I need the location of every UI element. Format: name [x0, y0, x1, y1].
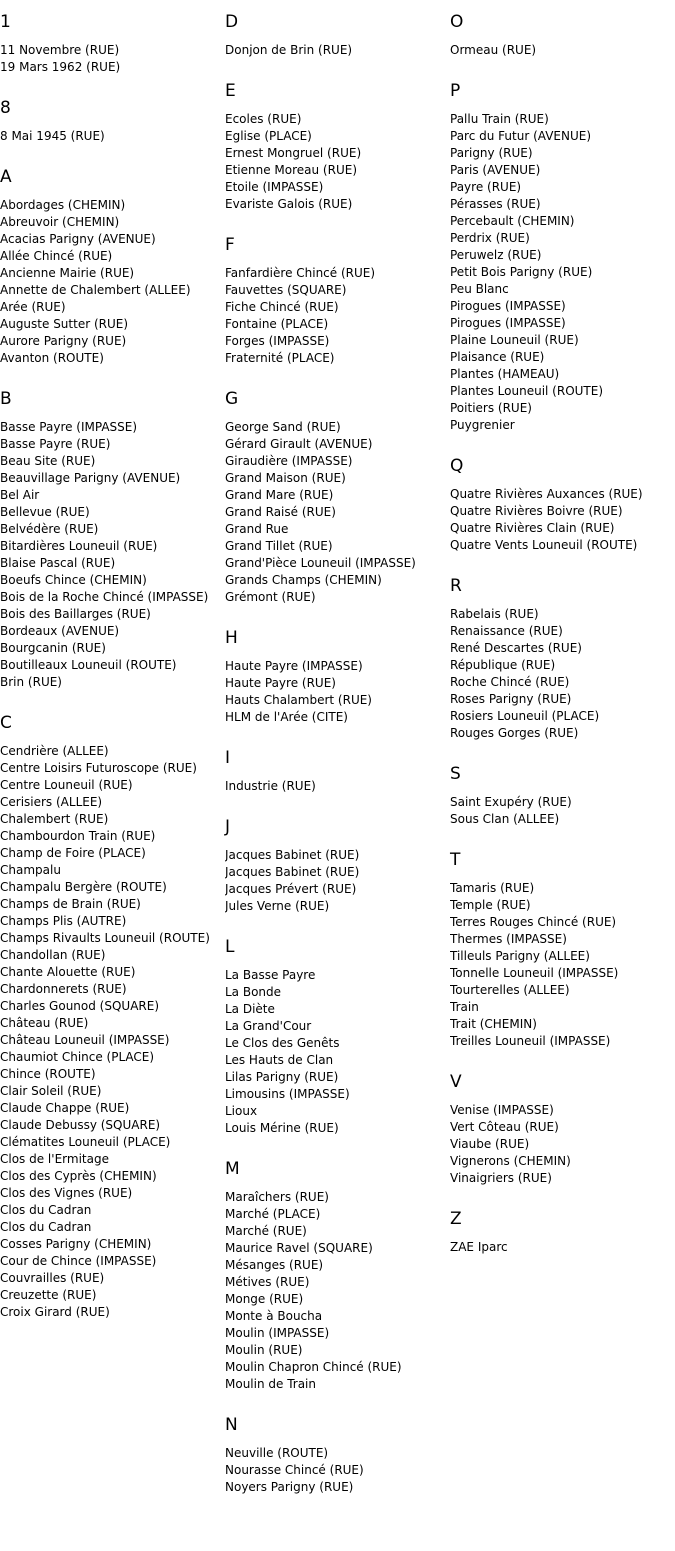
street-entry: Fiche Chincé (RUE)	[225, 300, 339, 314]
street-list	[225, 847, 447, 915]
street-entry: La Diète	[225, 1002, 275, 1016]
street-entry: Quatre Rivières Boivre (RUE)	[450, 504, 623, 518]
street-entry: Champs Plis (AUTRE)	[0, 914, 127, 928]
street-entry: Plaine Louneuil (RUE)	[450, 333, 579, 347]
street-entry: Thermes (IMPASSE)	[450, 932, 567, 946]
street-entry: La Bonde	[225, 985, 282, 999]
street-entry: Basse Payre (RUE)	[0, 437, 111, 451]
street-list	[450, 794, 675, 828]
street-entry: Pirogues (IMPASSE)	[450, 316, 566, 330]
street-entry: Grand Rue	[225, 522, 289, 536]
street-entry: Acacias Parigny (AVENUE)	[0, 232, 156, 246]
letter-section	[225, 1415, 447, 1496]
letter-heading: N	[225, 1415, 238, 1435]
street-entry: Ancienne Mairie (RUE)	[0, 266, 135, 280]
street-list	[0, 42, 222, 76]
street-entry: Louis Mérine (RUE)	[225, 1121, 339, 1135]
street-entry: Giraudière (IMPASSE)	[225, 454, 353, 468]
street-entry: Croix Girard (RUE)	[0, 1305, 110, 1319]
letter-section	[450, 1209, 675, 1256]
street-entry: HLM de l'Arée (CITE)	[225, 710, 348, 724]
street-list	[225, 778, 447, 795]
street-list	[225, 42, 447, 59]
street-entry: Plantes (HAMEAU)	[450, 367, 560, 381]
street-entry: Fauvettes (SQUARE)	[225, 283, 347, 297]
street-entry: Couvrailles (RUE)	[0, 1271, 105, 1285]
street-entry: Ormeau (RUE)	[450, 43, 537, 57]
street-entry: Pirogues (IMPASSE)	[450, 299, 566, 313]
street-entry: Treilles Louneuil (IMPASSE)	[450, 1034, 611, 1048]
street-entry: Jacques Babinet (RUE)	[225, 865, 360, 879]
letter-heading: M	[225, 1159, 240, 1179]
street-entry: Industrie (RUE)	[225, 779, 316, 793]
letter-heading: J	[225, 817, 231, 837]
street-entry: Terres Rouges Chincé (RUE)	[450, 915, 617, 929]
street-entry: Moulin Chapron Chincé (RUE)	[225, 1360, 402, 1374]
street-entry: Hauts Chalambert (RUE)	[225, 693, 372, 707]
street-list	[0, 743, 222, 1321]
street-entry: Puygrenier	[450, 418, 515, 432]
street-entry: Lilas Parigny (RUE)	[225, 1070, 339, 1084]
street-entry: Lioux	[225, 1104, 258, 1118]
street-entry: Petit Bois Parigny (RUE)	[450, 265, 593, 279]
street-entry: Etienne Moreau (RUE)	[225, 163, 357, 177]
letter-section	[0, 167, 222, 367]
street-entry: Vinaigriers (RUE)	[450, 1171, 552, 1185]
letter-heading: I	[225, 748, 231, 768]
letter-heading: P	[450, 81, 461, 101]
street-entry: Auguste Sutter (RUE)	[0, 317, 129, 331]
street-entry: Peu Blanc	[450, 282, 509, 296]
street-entry: Chaumiot Chince (PLACE)	[0, 1050, 155, 1064]
letter-heading: Q	[450, 456, 464, 476]
letter-section	[225, 81, 447, 213]
letter-section	[0, 98, 222, 145]
street-entry: Beau Site (RUE)	[0, 454, 96, 468]
street-entry: Sous Clan (ALLEE)	[450, 812, 560, 826]
letter-section	[225, 817, 447, 915]
letter-section	[450, 576, 675, 742]
street-entry: Haute Payre (RUE)	[225, 676, 336, 690]
street-entry: Rouges Gorges (RUE)	[450, 726, 579, 740]
street-list	[0, 128, 222, 145]
letter-heading: Z	[450, 1209, 462, 1229]
index-column-3	[450, 0, 675, 1256]
letter-section	[225, 235, 447, 367]
street-entry: Métives (RUE)	[225, 1275, 310, 1289]
street-list	[0, 419, 222, 691]
street-entry: Train	[450, 1000, 479, 1014]
street-entry: Vert Côteau (RUE)	[450, 1120, 559, 1134]
street-entry: Champ de Foire (PLACE)	[0, 846, 146, 860]
street-list	[450, 486, 675, 554]
letter-section	[0, 389, 222, 691]
street-entry: Clos des Vignes (RUE)	[0, 1186, 133, 1200]
street-entry: Abordages (CHEMIN)	[0, 198, 126, 212]
street-entry: Grand Mare (RUE)	[225, 488, 334, 502]
street-entry: Grand Tillet (RUE)	[225, 539, 333, 553]
street-entry: Cerisiers (ALLEE)	[0, 795, 103, 809]
letter-section	[450, 850, 675, 1050]
letter-section	[0, 12, 222, 76]
letter-heading: R	[450, 576, 462, 596]
street-entry: Grand Raisé (RUE)	[225, 505, 336, 519]
street-entry: Champs de Brain (RUE)	[0, 897, 141, 911]
street-entry: Donjon de Brin (RUE)	[225, 43, 353, 57]
street-entry: Chante Alouette (RUE)	[0, 965, 136, 979]
street-entry: Le Clos des Genêts	[225, 1036, 340, 1050]
street-entry: Jacques Babinet (RUE)	[225, 848, 360, 862]
letter-section	[225, 628, 447, 726]
street-entry: Peruwelz (RUE)	[450, 248, 542, 262]
street-entry: Maraîchers (RUE)	[225, 1190, 329, 1204]
letter-heading: E	[225, 81, 236, 101]
letter-section	[225, 1159, 447, 1393]
street-entry: Fontaine (PLACE)	[225, 317, 329, 331]
letter-section	[450, 456, 675, 554]
index-column-1	[0, 0, 222, 1321]
street-entry: Creuzette (RUE)	[0, 1288, 97, 1302]
street-entry: Monte à Boucha	[225, 1309, 323, 1323]
street-entry: Tamaris (RUE)	[450, 881, 535, 895]
street-list	[225, 967, 447, 1137]
letter-heading: G	[225, 389, 239, 409]
street-entry: Poitiers (RUE)	[450, 401, 532, 415]
street-entry: Chince (ROUTE)	[0, 1067, 96, 1081]
street-entry: Centre Louneuil (RUE)	[0, 778, 133, 792]
street-entry: Fanfardière Chincé (RUE)	[225, 266, 376, 280]
street-entry: Claude Chappe (RUE)	[0, 1101, 130, 1115]
street-entry: Clair Soleil (RUE)	[0, 1084, 102, 1098]
street-entry: Quatre Rivières Auxances (RUE)	[450, 487, 643, 501]
street-list	[450, 880, 675, 1050]
street-entry: Arée (RUE)	[0, 300, 66, 314]
street-entry: Bitardières Louneuil (RUE)	[0, 539, 158, 553]
street-entry: La Grand'Cour	[225, 1019, 312, 1033]
street-entry: Château Louneuil (IMPASSE)	[0, 1033, 170, 1047]
letter-heading: D	[225, 12, 239, 32]
street-entry: Haute Payre (IMPASSE)	[225, 659, 363, 673]
street-entry: Basse Payre (IMPASSE)	[0, 420, 138, 434]
street-entry: Champalu Bergère (ROUTE)	[0, 880, 167, 894]
street-entry: Marché (RUE)	[225, 1224, 307, 1238]
street-entry: Allée Chincé (RUE)	[0, 249, 113, 263]
street-entry: Gérard Girault (AVENUE)	[225, 437, 373, 451]
street-entry: Neuville (ROUTE)	[225, 1446, 329, 1460]
letter-section	[225, 389, 447, 606]
street-list	[0, 197, 222, 367]
street-entry: Roche Chincé (RUE)	[450, 675, 570, 689]
street-entry: Etoile (IMPASSE)	[225, 180, 324, 194]
street-entry: Mésanges (RUE)	[225, 1258, 324, 1272]
street-entry: ZAE Iparc	[450, 1240, 508, 1254]
street-entry: Chambourdon Train (RUE)	[0, 829, 156, 843]
street-entry: Parc du Futur (AVENUE)	[450, 129, 592, 143]
street-list	[450, 42, 675, 59]
street-entry: Grémont (RUE)	[225, 590, 316, 604]
street-list	[450, 1102, 675, 1187]
street-entry: Nourasse Chincé (RUE)	[225, 1463, 364, 1477]
street-entry: Moulin de Train	[225, 1377, 316, 1391]
street-entry: Chandollan (RUE)	[0, 948, 106, 962]
street-entry: Clos du Cadran	[0, 1203, 92, 1217]
street-entry: Vignerons (CHEMIN)	[450, 1154, 571, 1168]
letter-heading: H	[225, 628, 238, 648]
street-entry: Noyers Parigny (RUE)	[225, 1480, 354, 1494]
street-entry: Clématites Louneuil (PLACE)	[0, 1135, 171, 1149]
street-entry: Pallu Train (RUE)	[450, 112, 549, 126]
street-entry: Monge (RUE)	[225, 1292, 304, 1306]
letter-section	[450, 81, 675, 434]
street-entry: Tonnelle Louneuil (IMPASSE)	[450, 966, 619, 980]
street-entry: Viaube (RUE)	[450, 1137, 530, 1151]
letter-heading: F	[225, 235, 235, 255]
street-entry: Charles Gounod (SQUARE)	[0, 999, 160, 1013]
street-entry: Beauvillage Parigny (AVENUE)	[0, 471, 181, 485]
street-entry: Clos des Cyprès (CHEMIN)	[0, 1169, 157, 1183]
street-entry: Parigny (RUE)	[450, 146, 533, 160]
street-entry: Belvédère (RUE)	[0, 522, 99, 536]
street-entry: Evariste Galois (RUE)	[225, 197, 353, 211]
street-entry: Chardonnerets (RUE)	[0, 982, 127, 996]
street-entry: Annette de Chalembert (ALLEE)	[0, 283, 191, 297]
street-entry: Clos du Cadran	[0, 1220, 92, 1234]
street-entry: Bel Air	[0, 488, 40, 502]
letter-heading: B	[0, 389, 12, 409]
street-entry: Ernest Mongruel (RUE)	[225, 146, 362, 160]
street-entry: Ecoles (RUE)	[225, 112, 302, 126]
street-entry: Rosiers Louneuil (PLACE)	[450, 709, 600, 723]
letter-section	[225, 937, 447, 1137]
letter-section	[225, 12, 447, 59]
street-list	[225, 1445, 447, 1496]
street-entry: Moulin (IMPASSE)	[225, 1326, 330, 1340]
street-entry: Cosses Parigny (CHEMIN)	[0, 1237, 152, 1251]
street-entry: Paris (AVENUE)	[450, 163, 541, 177]
street-entry: Eglise (PLACE)	[225, 129, 312, 143]
street-entry: Claude Debussy (SQUARE)	[0, 1118, 161, 1132]
street-entry: Rabelais (RUE)	[450, 607, 539, 621]
street-entry: Château (RUE)	[0, 1016, 89, 1030]
street-entry: Pérasses (RUE)	[450, 197, 541, 211]
street-entry: Tourterelles (ALLEE)	[450, 983, 570, 997]
street-entry: Grand'Pièce Louneuil (IMPASSE)	[225, 556, 416, 570]
street-entry: Clos de l'Ermitage	[0, 1152, 109, 1166]
letter-heading: V	[450, 1072, 462, 1092]
street-entry: Renaissance (RUE)	[450, 624, 563, 638]
letter-section	[450, 12, 675, 59]
street-entry: Centre Loisirs Futuroscope (RUE)	[0, 761, 197, 775]
street-entry: Boutilleaux Louneuil (ROUTE)	[0, 658, 177, 672]
street-entry: Champalu	[0, 863, 61, 877]
street-entry: Payre (RUE)	[450, 180, 522, 194]
street-entry: Marché (PLACE)	[225, 1207, 321, 1221]
street-entry: Bellevue (RUE)	[0, 505, 90, 519]
letter-section	[450, 764, 675, 828]
street-entry: Bois des Baillarges (RUE)	[0, 607, 151, 621]
street-entry: Trait (CHEMIN)	[450, 1017, 537, 1031]
letter-heading: S	[450, 764, 461, 784]
letter-heading: A	[0, 167, 12, 187]
street-list	[225, 265, 447, 367]
street-entry: Temple (RUE)	[450, 898, 531, 912]
street-entry: Les Hauts de Clan	[225, 1053, 334, 1067]
street-entry: Maurice Ravel (SQUARE)	[225, 1241, 373, 1255]
street-entry: Champs Rivaults Louneuil (ROUTE)	[0, 931, 210, 945]
street-entry: Grand Maison (RUE)	[225, 471, 346, 485]
street-entry: Perdrix (RUE)	[450, 231, 530, 245]
letter-section	[225, 748, 447, 795]
street-entry: Forges (IMPASSE)	[225, 334, 330, 348]
street-entry: Quatre Vents Louneuil (ROUTE)	[450, 538, 638, 552]
street-entry: Bourgcanin (RUE)	[0, 641, 106, 655]
street-entry: Aurore Parigny (RUE)	[0, 334, 127, 348]
street-entry: Quatre Rivières Clain (RUE)	[450, 521, 615, 535]
street-entry: 8 Mai 1945 (RUE)	[0, 129, 105, 143]
street-list	[450, 1239, 675, 1256]
street-list	[225, 111, 447, 213]
street-entry: Tilleuls Parigny (ALLEE)	[450, 949, 590, 963]
street-list	[225, 419, 447, 606]
street-entry: Grands Champs (CHEMIN)	[225, 573, 382, 587]
street-entry: Bois de la Roche Chincé (IMPASSE)	[0, 590, 209, 604]
street-list	[450, 606, 675, 742]
street-entry: Cendrière (ALLEE)	[0, 744, 109, 758]
street-entry: Plantes Louneuil (ROUTE)	[450, 384, 604, 398]
street-entry: Jacques Prévert (RUE)	[225, 882, 357, 896]
street-entry: Fraternité (PLACE)	[225, 351, 335, 365]
street-entry: La Basse Payre	[225, 968, 316, 982]
street-entry: Saint Exupéry (RUE)	[450, 795, 572, 809]
street-list	[450, 111, 675, 434]
street-entry: Percebault (CHEMIN)	[450, 214, 575, 228]
street-entry: Chalembert (RUE)	[0, 812, 109, 826]
street-entry: Bordeaux (AVENUE)	[0, 624, 120, 638]
letter-section	[450, 1072, 675, 1187]
letter-heading: 1	[0, 12, 11, 32]
street-entry: Brin (RUE)	[0, 675, 62, 689]
street-entry: Plaisance (RUE)	[450, 350, 545, 364]
street-list	[225, 1189, 447, 1393]
street-entry: Roses Parigny (RUE)	[450, 692, 572, 706]
street-list	[225, 658, 447, 726]
index-column-2	[225, 0, 447, 1496]
street-entry: Avanton (ROUTE)	[0, 351, 104, 365]
letter-heading: T	[450, 850, 461, 870]
letter-heading: C	[0, 713, 12, 733]
letter-section	[0, 713, 222, 1321]
street-entry: 11 Novembre (RUE)	[0, 43, 120, 57]
street-entry: Blaise Pascal (RUE)	[0, 556, 116, 570]
street-entry: Jules Verne (RUE)	[225, 899, 330, 913]
street-entry: Moulin (RUE)	[225, 1343, 303, 1357]
street-entry: Boeufs Chince (CHEMIN)	[0, 573, 147, 587]
street-entry: 19 Mars 1962 (RUE)	[0, 60, 121, 74]
letter-heading: 8	[0, 98, 11, 118]
letter-heading: L	[225, 937, 235, 957]
street-entry: Limousins (IMPASSE)	[225, 1087, 350, 1101]
street-entry: Cour de Chince (IMPASSE)	[0, 1254, 157, 1268]
street-entry: René Descartes (RUE)	[450, 641, 582, 655]
street-entry: George Sand (RUE)	[225, 420, 341, 434]
letter-heading: O	[450, 12, 464, 32]
street-entry: République (RUE)	[450, 658, 556, 672]
street-entry: Abreuvoir (CHEMIN)	[0, 215, 120, 229]
street-entry: Venise (IMPASSE)	[450, 1103, 554, 1117]
